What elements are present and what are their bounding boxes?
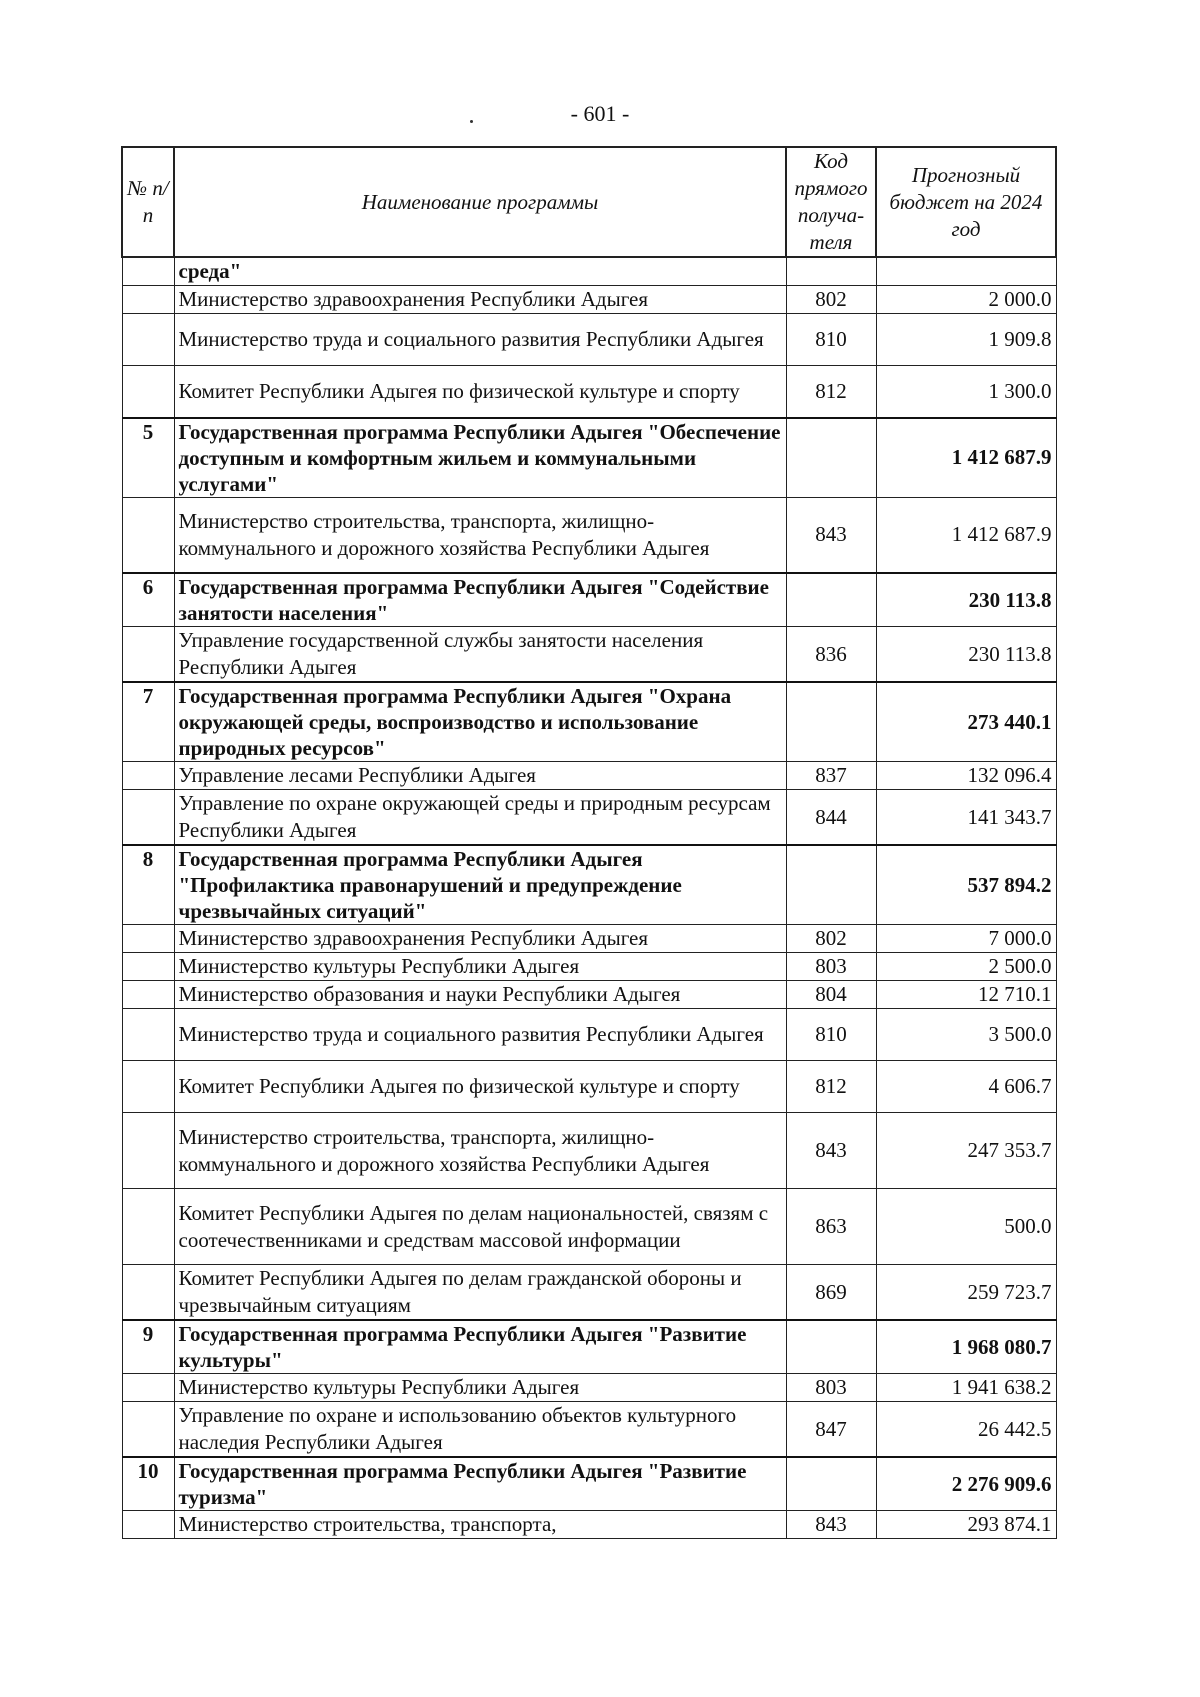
row-code [786, 1320, 876, 1374]
table-row [122, 1009, 1056, 1061]
row-amount: 2 276 909.6 [876, 1457, 1056, 1511]
page-number: - 601 - [570, 101, 630, 126]
row-name: Комитет Республики Адыгея по физической культуре и спорту [174, 366, 786, 418]
row-amount: 1 300.0 [876, 366, 1056, 418]
row-code [786, 845, 876, 925]
table-row [122, 1113, 1056, 1189]
header-code: Код прямого получа-теля [786, 147, 876, 257]
row-number [122, 1061, 174, 1113]
row-code [786, 573, 876, 627]
row-code: 836 [786, 627, 876, 683]
row-number [122, 1265, 174, 1321]
row-name: Комитет Республики Адыгея по делам гражданской обороны и чрезвычайным ситуациям [174, 1265, 786, 1321]
row-name: Комитет Республики Адыгея по делам национальностей, связям с соотечественниками и средствам массовой информации [174, 1189, 786, 1265]
row-number [122, 790, 174, 846]
row-amount [876, 257, 1056, 286]
scan-speck [470, 120, 473, 123]
row-amount: 500.0 [876, 1189, 1056, 1265]
row-number [122, 1511, 174, 1539]
row-number [122, 1374, 174, 1402]
row-name: Управление по охране окружающей среды и природным ресурсам Республики Адыгея [174, 790, 786, 846]
row-amount: 141 343.7 [876, 790, 1056, 846]
program-row [122, 573, 1056, 627]
table-row [122, 981, 1056, 1009]
row-code: 802 [786, 286, 876, 314]
row-amount: 230 113.8 [876, 627, 1056, 683]
row-amount: 273 440.1 [876, 682, 1056, 762]
row-amount: 2 500.0 [876, 953, 1056, 981]
table-row [122, 1265, 1056, 1321]
row-name: Государственная программа Республики Адыгея "Обеспечение доступным и комфортным жильем и коммунальными услугами" [174, 418, 786, 498]
row-name: Управление государственной службы занятости населения Республики Адыгея [174, 627, 786, 683]
row-code: 812 [786, 366, 876, 418]
row-number: 8 [122, 845, 174, 925]
table-row [122, 925, 1056, 953]
row-name: Министерство культуры Республики Адыгея [174, 953, 786, 981]
row-amount: 132 096.4 [876, 762, 1056, 790]
row-code [786, 682, 876, 762]
row-name: Государственная программа Республики Адыгея "Развитие культуры" [174, 1320, 786, 1374]
row-code: 804 [786, 981, 876, 1009]
row-number [122, 953, 174, 981]
table-row [122, 953, 1056, 981]
table-body [122, 257, 1056, 1539]
row-amount: 259 723.7 [876, 1265, 1056, 1321]
row-number [122, 314, 174, 366]
program-row [122, 1320, 1056, 1374]
header-name: Наименование программы [174, 147, 786, 257]
row-number [122, 257, 174, 286]
row-code [786, 257, 876, 286]
row-number: 9 [122, 1320, 174, 1374]
row-amount: 1 941 638.2 [876, 1374, 1056, 1402]
table-row [122, 1374, 1056, 1402]
row-amount: 4 606.7 [876, 1061, 1056, 1113]
row-code: 863 [786, 1189, 876, 1265]
row-name: Управление по охране и использованию объектов культурного наследия Республики Адыгея [174, 1402, 786, 1458]
row-amount: 1 412 687.9 [876, 418, 1056, 498]
header-num: № п/п [122, 147, 174, 257]
row-name: Министерство строительства, транспорта, [174, 1511, 786, 1539]
row-name: Комитет Республики Адыгея по физической культуре и спорту [174, 1061, 786, 1113]
row-code [786, 1457, 876, 1511]
table-row [122, 1511, 1056, 1539]
row-code: 843 [786, 497, 876, 573]
row-amount: 7 000.0 [876, 925, 1056, 953]
row-code [786, 418, 876, 498]
row-name: Государственная программа Республики Адыгея "Развитие туризма" [174, 1457, 786, 1511]
row-name: Государственная программа Республики Адыгея "Содействие занятости населения" [174, 573, 786, 627]
row-name: Государственная программа Республики Адыгея "Профилактика правонарушений и предупреждение чрезвычайных ситуаций" [174, 845, 786, 925]
row-number [122, 366, 174, 418]
row-code: 810 [786, 314, 876, 366]
row-number [122, 1402, 174, 1458]
table-row [122, 257, 1056, 286]
table-row [122, 1402, 1056, 1458]
row-amount: 1 968 080.7 [876, 1320, 1056, 1374]
row-number [122, 1189, 174, 1265]
row-amount: 537 894.2 [876, 845, 1056, 925]
row-code: 803 [786, 1374, 876, 1402]
table-row [122, 314, 1056, 366]
row-code: 810 [786, 1009, 876, 1061]
row-name: Управление лесами Республики Адыгея [174, 762, 786, 790]
row-name: Министерство труда и социального развития Республики Адыгея [174, 314, 786, 366]
table-row [122, 762, 1056, 790]
program-row [122, 682, 1056, 762]
program-row [122, 845, 1056, 925]
table-row [122, 1061, 1056, 1113]
row-number [122, 1113, 174, 1189]
row-number [122, 762, 174, 790]
row-amount: 247 353.7 [876, 1113, 1056, 1189]
row-amount: 230 113.8 [876, 573, 1056, 627]
row-code: 844 [786, 790, 876, 846]
program-row [122, 1457, 1056, 1511]
row-number [122, 925, 174, 953]
row-number [122, 286, 174, 314]
row-code: 812 [786, 1061, 876, 1113]
row-amount: 1 909.8 [876, 314, 1056, 366]
table-row [122, 497, 1056, 573]
budget-table [121, 146, 1057, 1539]
row-name: Министерство здравоохранения Республики Адыгея [174, 925, 786, 953]
row-number [122, 497, 174, 573]
header-budget: Прогнозный бюджет на 2024 год [876, 147, 1056, 257]
row-name: Министерство культуры Республики Адыгея [174, 1374, 786, 1402]
row-code: 843 [786, 1113, 876, 1189]
row-code: 803 [786, 953, 876, 981]
row-number: 10 [122, 1457, 174, 1511]
row-number [122, 627, 174, 683]
table-row [122, 627, 1056, 683]
row-number: 5 [122, 418, 174, 498]
row-amount: 2 000.0 [876, 286, 1056, 314]
row-name: Министерство труда и социального развития Республики Адыгея [174, 1009, 786, 1061]
table-row [122, 790, 1056, 846]
row-number: 7 [122, 682, 174, 762]
row-amount: 12 710.1 [876, 981, 1056, 1009]
row-name: Министерство образования и науки Республики Адыгея [174, 981, 786, 1009]
row-name: Министерство здравоохранения Республики Адыгея [174, 286, 786, 314]
table-row [122, 1189, 1056, 1265]
row-amount: 3 500.0 [876, 1009, 1056, 1061]
row-code: 802 [786, 925, 876, 953]
row-code: 847 [786, 1402, 876, 1458]
row-name: Министерство строительства, транспорта, жилищно-коммунального и дорожного хозяйства Республики Адыгея [174, 497, 786, 573]
row-amount: 26 442.5 [876, 1402, 1056, 1458]
row-number [122, 981, 174, 1009]
row-code: 843 [786, 1511, 876, 1539]
row-name: Министерство строительства, транспорта, жилищно-коммунального и дорожного хозяйства Республики Адыгея [174, 1113, 786, 1189]
row-name: Государственная программа Республики Адыгея "Охрана окружающей среды, воспроизводство и использование природных ресурсов" [174, 682, 786, 762]
row-amount: 293 874.1 [876, 1511, 1056, 1539]
row-code: 837 [786, 762, 876, 790]
row-name: среда" [174, 257, 786, 286]
table-row [122, 366, 1056, 418]
row-number: 6 [122, 573, 174, 627]
table-header-row [122, 147, 1056, 257]
row-number [122, 1009, 174, 1061]
row-code: 869 [786, 1265, 876, 1321]
row-amount: 1 412 687.9 [876, 497, 1056, 573]
table-row [122, 286, 1056, 314]
program-row [122, 418, 1056, 498]
